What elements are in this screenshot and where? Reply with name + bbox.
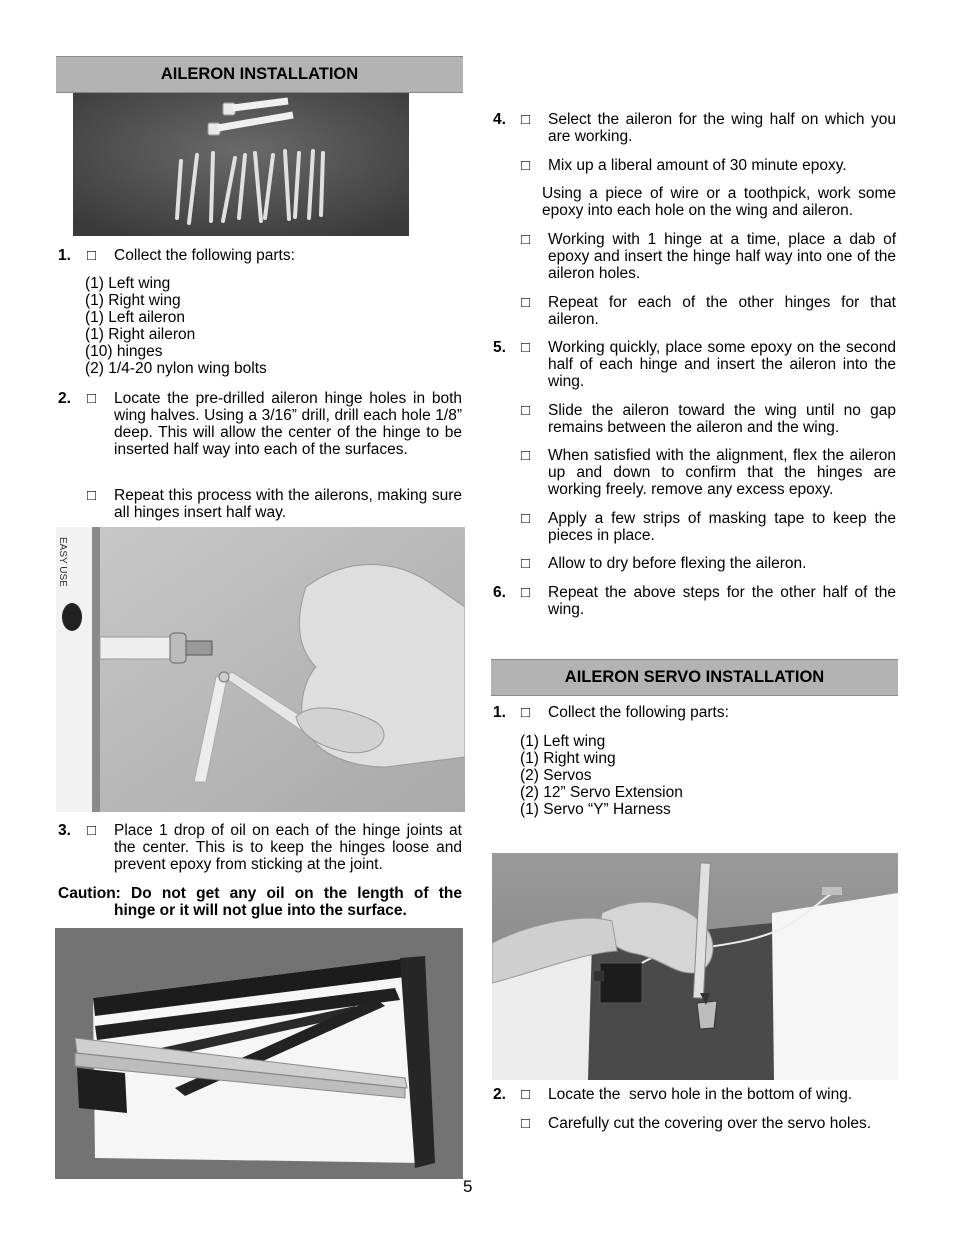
step-text: Slide the aileron toward the wing until no gap remains between the aileron and the wing. bbox=[548, 402, 896, 436]
checkbox[interactable]: □ bbox=[521, 510, 531, 527]
checkbox[interactable]: □ bbox=[521, 111, 531, 128]
aileron-installation-header bbox=[56, 56, 463, 93]
list-item: (10) hinges bbox=[85, 343, 163, 360]
step-text: Repeat this process with the ailerons, making sure all hinges insert half way. bbox=[114, 487, 462, 521]
step-text: Mix up a liberal amount of 30 minute epoxy. bbox=[548, 157, 847, 174]
step-text: When satisfied with the alignment, flex the aileron up and down to confirm that the hinges are working freely. remove any excess epoxy. bbox=[548, 447, 896, 498]
servo-step-2b-cut-covering bbox=[493, 1115, 897, 1151]
header-title: AILERON INSTALLATION bbox=[160, 65, 359, 83]
servo-step-1-collect-parts bbox=[493, 704, 897, 722]
wing-aileron-photo bbox=[55, 928, 463, 1179]
step-text: Repeat for each of the other hinges for that aileron. bbox=[548, 294, 896, 328]
checkbox[interactable]: □ bbox=[521, 555, 531, 572]
checkbox[interactable]: □ bbox=[87, 487, 97, 504]
step-4c-work-epoxy bbox=[493, 185, 897, 221]
list-item: (1) Left wing bbox=[85, 275, 171, 292]
checkbox[interactable]: □ bbox=[521, 1086, 531, 1103]
step-text: Collect the following parts: bbox=[114, 247, 295, 264]
checkbox[interactable]: □ bbox=[521, 447, 531, 464]
list-item: (1) Left wing bbox=[520, 733, 606, 750]
checkbox[interactable]: □ bbox=[521, 704, 531, 721]
step-number: 2. bbox=[58, 390, 71, 407]
checkbox[interactable]: □ bbox=[87, 390, 97, 407]
list-item: (2) 12” Servo Extension bbox=[520, 784, 683, 801]
bottle-label: EASY USE bbox=[57, 537, 68, 587]
aileron-servo-installation-header bbox=[491, 659, 898, 696]
checkbox[interactable]: □ bbox=[521, 339, 531, 356]
step-2b-repeat bbox=[58, 487, 463, 523]
step-text: Allow to dry before flexing the aileron. bbox=[548, 555, 807, 572]
page-number: 5 bbox=[463, 1177, 473, 1196]
step-1-collect-parts bbox=[58, 247, 463, 265]
step-text: Place 1 drop of oil on each of the hinge joints at the center. This is to keep the hinges loose and prevent epoxy from sticking at the joint. bbox=[114, 822, 462, 873]
step-text: Repeat the above steps for the other half of the wing. bbox=[548, 584, 896, 618]
step-text: Locate the pre-drilled aileron hinge holes in both wing halves. Using a 3/16” drill, drill each hole 1/8” deep. This will allow the center of the hinge to be inserted half way into each of the surfaces. bbox=[114, 390, 462, 458]
step-number: 2. bbox=[493, 1086, 506, 1103]
parts-list-2 bbox=[520, 733, 683, 818]
step-number: 4. bbox=[493, 111, 506, 128]
caution-line-2: hinge or it will not glue into the surface. bbox=[114, 902, 407, 919]
checkbox[interactable]: □ bbox=[521, 1115, 531, 1132]
step-5-insert-aileron bbox=[493, 339, 897, 393]
servo-step-2-locate-hole bbox=[493, 1086, 897, 1104]
step-4b-mix-epoxy bbox=[493, 157, 897, 175]
list-item: (1) Left aileron bbox=[85, 309, 185, 326]
step-5d-masking-tape bbox=[493, 510, 897, 546]
caution-line-1: Caution: Do not get any oil on the length of the bbox=[58, 885, 462, 902]
caution-note bbox=[58, 885, 462, 919]
checkbox[interactable]: □ bbox=[521, 584, 531, 601]
step-text: Using a piece of wire or a toothpick, work some epoxy into each hole on the wing and aileron. bbox=[542, 185, 896, 219]
step-4-select-aileron bbox=[493, 111, 897, 147]
step-text: Working quickly, place some epoxy on the second half of each hinge and insert the aileron into the wing. bbox=[548, 339, 896, 390]
header-title: AILERON SERVO INSTALLATION bbox=[564, 668, 825, 686]
step-5e-allow-dry bbox=[493, 555, 897, 573]
step-text: Apply a few strips of masking tape to keep the pieces in place. bbox=[548, 510, 896, 544]
list-item: (1) Servo “Y” Harness bbox=[520, 801, 671, 818]
step-number: 5. bbox=[493, 339, 506, 356]
checkbox[interactable]: □ bbox=[87, 822, 97, 839]
checkbox[interactable]: □ bbox=[521, 294, 531, 311]
list-item: (1) Right wing bbox=[520, 750, 616, 767]
checkbox[interactable]: □ bbox=[521, 231, 531, 248]
checkbox[interactable]: □ bbox=[521, 402, 531, 419]
list-item: (2) Servos bbox=[520, 767, 592, 784]
step-number: 1. bbox=[58, 247, 71, 264]
list-item: (1) Right wing bbox=[85, 292, 181, 309]
oil-hinge-photo bbox=[56, 527, 465, 812]
servo-hole-photo bbox=[492, 853, 898, 1080]
step-text: Carefully cut the covering over the servo holes. bbox=[548, 1115, 872, 1132]
step-5c-flex-aileron bbox=[493, 447, 897, 501]
hinges-bolts-photo bbox=[73, 93, 409, 236]
step-6-repeat-other-half bbox=[493, 584, 897, 620]
step-4e-repeat-hinges bbox=[493, 294, 897, 330]
list-item: (2) 1/4-20 nylon wing bolts bbox=[85, 360, 267, 377]
step-3-oil-joints bbox=[58, 822, 463, 876]
step-number: 3. bbox=[58, 822, 71, 839]
checkbox[interactable]: □ bbox=[521, 157, 531, 174]
step-number: 1. bbox=[493, 704, 506, 721]
checkbox[interactable]: □ bbox=[87, 247, 97, 264]
list-item: (1) Right aileron bbox=[85, 326, 196, 343]
step-text: Collect the following parts: bbox=[548, 704, 729, 721]
step-5b-slide-aileron bbox=[493, 402, 897, 438]
step-4d-place-epoxy bbox=[493, 231, 897, 285]
step-text: Locate the servo hole in the bottom of wing. bbox=[548, 1086, 853, 1103]
step-text: Select the aileron for the wing half on which you are working. bbox=[548, 111, 896, 145]
step-number: 6. bbox=[493, 584, 506, 601]
step-2-locate-holes bbox=[58, 390, 463, 480]
parts-list-1 bbox=[85, 275, 267, 377]
step-text: Working with 1 hinge at a time, place a dab of epoxy and insert the hinge half way into one of the aileron holes. bbox=[548, 231, 896, 282]
